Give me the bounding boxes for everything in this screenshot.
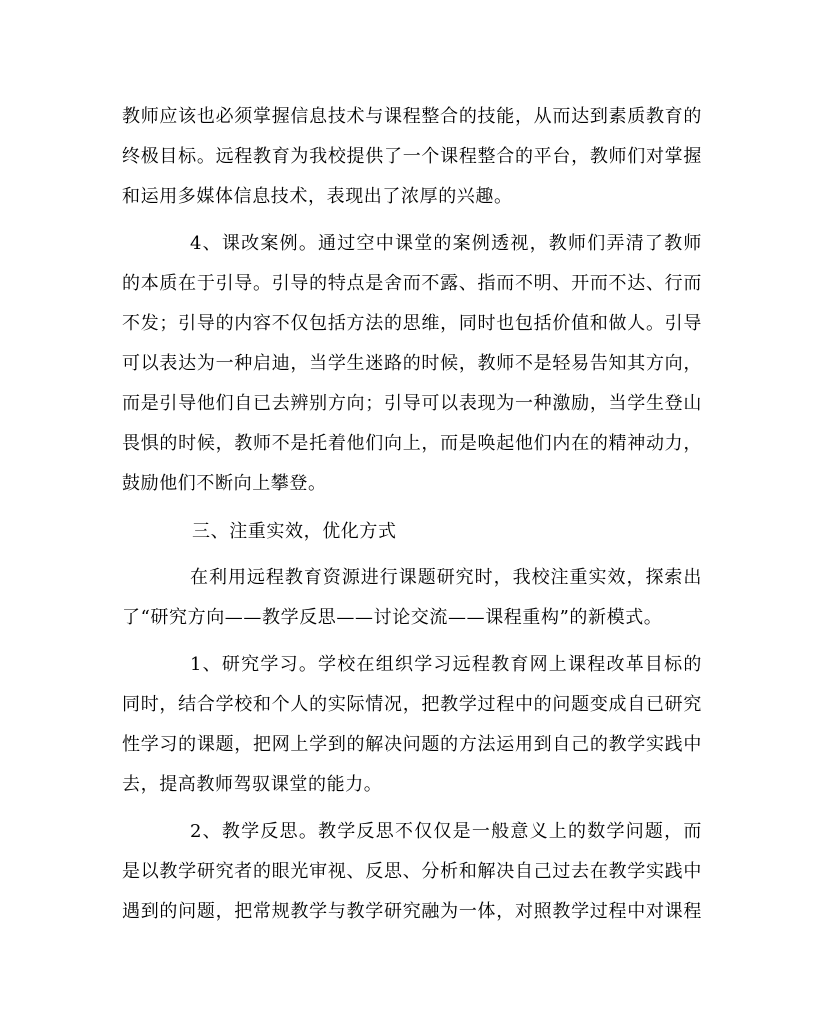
section-heading: 三、注重实效，优化方式 bbox=[192, 521, 397, 542]
text-line: 终极目标。远程教育为我校提供了一个课程整合的平台，教师们对掌握 bbox=[122, 146, 702, 167]
paragraph-start-line: 2、教学反思。教学反思不仅仅是一般意义上的数学问题，而 bbox=[190, 821, 702, 842]
text-line: 是以教学研究者的眼光审视、反思、分析和解决自己过去在教学实践中 bbox=[122, 861, 702, 882]
text-line: 的本质在于引导。引导的特点是舍而不露、指而不明、开而不达、行而 bbox=[122, 273, 702, 294]
text-line: 畏惧的时候，教师不是托着他们向上，而是唤起他们内在的精神动力， bbox=[122, 433, 702, 454]
text-line: 遇到的问题，把常规教学与教学研究融为一体，对照教学过程中对课程 bbox=[122, 901, 702, 922]
paragraph-start-line: 在利用远程教育资源进行课题研究时，我校注重实效，探索出 bbox=[190, 567, 702, 588]
text-line: 教师应该也必须掌握信息技术与课程整合的技能，从而达到素质教育的 bbox=[122, 106, 702, 127]
text-line: 鼓励他们不断向上攀登。 bbox=[122, 473, 327, 494]
text-line: 可以表达为一种启迪，当学生迷路的时候，教师不是轻易告知其方向， bbox=[122, 353, 702, 374]
paragraph-start-line: 1、研究学习。学校在组织学习远程教育网上课程改革目标的 bbox=[190, 654, 702, 675]
paragraph-start-line: 4、课改案例。通过空中课堂的案例透视，教师们弄清了教师 bbox=[190, 233, 702, 254]
text-line: 性学习的课题，把网上学到的解决问题的方法运用到自己的教学实践中 bbox=[122, 734, 702, 755]
text-line: 不发；引导的内容不仅包括方法的思维，同时也包括价值和做人。引导 bbox=[122, 313, 702, 334]
text-line: 同时，结合学校和个人的实际情况，把教学过程中的问题变成自已研究 bbox=[122, 694, 702, 715]
text-line: 去，提高教师驾驭课堂的能力。 bbox=[122, 774, 383, 795]
text-line: 而是引导他们自已去辨别方向；引导可以表现为一种激励，当学生登山 bbox=[122, 393, 702, 414]
text-line: 了“研究方向——教学反思——讨论交流——课程重构”的新模式。 bbox=[122, 607, 663, 628]
text-line: 和运用多媒体信息技术，表现出了浓厚的兴趣。 bbox=[122, 186, 513, 207]
